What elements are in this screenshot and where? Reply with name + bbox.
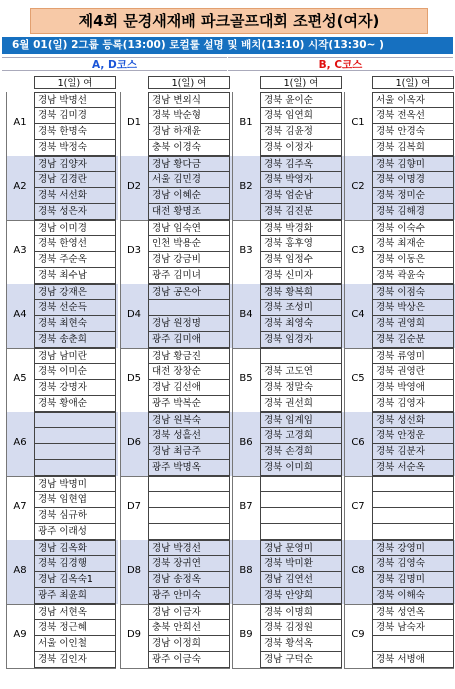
player-slot (260, 348, 342, 364)
player-slot: 경남 황금진 (148, 348, 230, 364)
player-slot: 경북 윤이순 (260, 92, 342, 108)
column-border (120, 92, 121, 668)
player-slot: 경남 임숙연 (148, 220, 230, 236)
player-slot: 경북 주순옥 (34, 252, 116, 268)
player-slot (148, 476, 230, 492)
player-slot: 경북 강명자 (34, 380, 116, 396)
group-label: D1 (126, 117, 142, 128)
player-slot (372, 524, 454, 540)
player-slot (34, 444, 116, 460)
player-slot: 경북 박순형 (148, 108, 230, 124)
group-divider (120, 668, 230, 669)
group-label: A3 (13, 245, 27, 256)
player-slot: 경남 김옥화 (34, 540, 116, 556)
player-slot: 경북 임경자 (260, 332, 342, 348)
player-slot: 경남 박경선 (148, 540, 230, 556)
player-slot: 경북 임정수 (260, 252, 342, 268)
group-label: A5 (13, 373, 27, 384)
player-slot: 경북 송춘희 (34, 332, 116, 348)
player-slot: 경남 남미란 (34, 348, 116, 364)
player-slot: 경북 김경행 (34, 556, 116, 572)
player-slot: 서울 김민경 (148, 172, 230, 188)
group-label: A4 (13, 309, 27, 320)
group-label: B2 (239, 181, 253, 192)
player-slot (34, 428, 116, 444)
player-slot: 경남 김선애 (148, 380, 230, 396)
player-slot: 광주 이금숙 (148, 652, 230, 668)
player-slot: 경북 서병애 (372, 652, 454, 668)
player-slot: 경남 변외식 (148, 92, 230, 108)
player-slot (148, 508, 230, 524)
column-header: 1(일) 여 (148, 76, 230, 89)
group-label: D8 (126, 565, 142, 576)
player-slot: 광주 박명옥 (148, 460, 230, 476)
player-slot (34, 412, 116, 428)
player-slot: 경북 한명숙 (34, 124, 116, 140)
player-slot: 경북 황석옥 (260, 636, 342, 652)
player-slot: 경북 이해숙 (372, 588, 454, 604)
player-slot: 경북 정근혜 (34, 620, 116, 636)
group-label: B7 (239, 501, 253, 512)
player-slot: 경북 김영자 (372, 396, 454, 412)
player-slot: 경북 성은자 (34, 204, 116, 220)
player-slot (148, 524, 230, 540)
player-slot: 경북 전옥선 (372, 108, 454, 124)
player-slot: 경북 임연희 (260, 108, 342, 124)
player-slot: 경북 서순옥 (372, 460, 454, 476)
player-slot: 경북 서선화 (34, 188, 116, 204)
player-slot: 경북 류영미 (372, 348, 454, 364)
player-slot: 경북 이미희 (260, 460, 342, 476)
player-slot: 경남 공은아 (148, 284, 230, 300)
group-label: B5 (239, 373, 253, 384)
group-label: D3 (126, 245, 142, 256)
group-label: D6 (126, 437, 142, 448)
player-slot: 경남 하재윤 (148, 124, 230, 140)
player-slot: 경북 김진분 (260, 204, 342, 220)
group-label: B1 (239, 117, 253, 128)
player-slot: 경북 박경화 (260, 220, 342, 236)
player-slot: 서울 이옥자 (372, 92, 454, 108)
group-label: C8 (351, 565, 365, 576)
player-slot: 경북 최재순 (372, 236, 454, 252)
player-slot (148, 300, 230, 316)
group-label: D2 (126, 181, 142, 192)
player-slot: 경남 박명선 (34, 92, 116, 108)
player-slot: 경남 김양자 (34, 156, 116, 172)
player-slot: 경남 강재은 (34, 284, 116, 300)
player-slot: 경북 권영희 (372, 316, 454, 332)
player-slot: 경북 권선희 (260, 396, 342, 412)
player-slot: 경남 이미경 (34, 220, 116, 236)
group-label: A7 (13, 501, 27, 512)
course-label-bc: B, C코스 (228, 57, 453, 71)
player-slot (260, 476, 342, 492)
player-slot: 광주 안미숙 (148, 588, 230, 604)
player-slot: 경북 임현엽 (34, 492, 116, 508)
player-slot: 경북 심규하 (34, 508, 116, 524)
player-slot: 경북 김미경 (34, 108, 116, 124)
player-slot: 경북 정미순 (372, 188, 454, 204)
player-slot: 충북 이경숙 (148, 140, 230, 156)
player-slot: 경북 강영미 (372, 540, 454, 556)
player-slot: 경북 손경희 (260, 444, 342, 460)
player-slot: 경북 권영란 (372, 364, 454, 380)
group-divider (344, 668, 454, 669)
group-label: A2 (13, 181, 27, 192)
player-slot: 경북 박영애 (372, 380, 454, 396)
player-slot (34, 460, 116, 476)
player-slot (260, 508, 342, 524)
group-label: C6 (351, 437, 365, 448)
player-slot: 경북 성흘선 (148, 428, 230, 444)
player-slot: 충북 안희선 (148, 620, 230, 636)
player-slot: 광주 박복순 (148, 396, 230, 412)
player-slot: 광주 이래성 (34, 524, 116, 540)
group-label: B9 (239, 629, 253, 640)
player-slot: 경북 장귀연 (148, 556, 230, 572)
player-slot: 경북 이미순 (34, 364, 116, 380)
player-slot: 경북 이숙수 (372, 220, 454, 236)
player-slot: 경북 곽윤숙 (372, 268, 454, 284)
player-slot: 경남 김연선 (260, 572, 342, 588)
player-slot: 경북 김분자 (372, 444, 454, 460)
player-slot (372, 476, 454, 492)
player-slot: 경북 고경희 (260, 428, 342, 444)
group-label: C9 (351, 629, 365, 640)
player-slot: 경북 홍후영 (260, 236, 342, 252)
player-slot: 광주 김미애 (148, 332, 230, 348)
group-label: C4 (351, 309, 365, 320)
player-slot: 경남 원복숙 (148, 412, 230, 428)
player-slot: 경북 김향미 (372, 156, 454, 172)
player-slot (372, 492, 454, 508)
column-border (6, 92, 7, 668)
player-slot (260, 492, 342, 508)
schedule-banner: 6월 01(일) 2그룹 등록(13:00) 로컬룰 설명 및 배치(13:10) 시작(13:30~ ) (2, 37, 453, 54)
group-label: A1 (13, 117, 27, 128)
player-slot: 경북 고도연 (260, 364, 342, 380)
player-slot: 광주 김미녀 (148, 268, 230, 284)
player-slot: 경남 원정명 (148, 316, 230, 332)
player-slot: 경북 정말숙 (260, 380, 342, 396)
group-label: B6 (239, 437, 253, 448)
page-title: 제4회 문경새재배 파크골프대회 조편성(여자) (30, 8, 428, 34)
player-slot: 경북 안정운 (372, 428, 454, 444)
player-slot: 경북 이정자 (260, 140, 342, 156)
player-slot: 경북 김해경 (372, 204, 454, 220)
player-slot: 경북 성선화 (372, 412, 454, 428)
player-slot: 경남 최금주 (148, 444, 230, 460)
group-label: A6 (13, 437, 27, 448)
player-slot: 경남 이금자 (148, 604, 230, 620)
player-slot: 경남 강금비 (148, 252, 230, 268)
player-slot: 경북 성연옥 (372, 604, 454, 620)
column-header: 1(일) 여 (34, 76, 116, 89)
player-slot: 경북 이명희 (260, 604, 342, 620)
player-slot: 서울 이인철 (34, 636, 116, 652)
player-slot: 대전 장창순 (148, 364, 230, 380)
player-slot: 경북 신미자 (260, 268, 342, 284)
player-slot: 경남 김경란 (34, 172, 116, 188)
group-label: A8 (13, 565, 27, 576)
player-slot (372, 636, 454, 652)
group-label: D4 (126, 309, 142, 320)
player-slot: 경북 엄순남 (260, 188, 342, 204)
course-label-ad: A, D코스 (2, 57, 227, 71)
player-slot: 경북 최영숙 (260, 316, 342, 332)
player-slot: 경남 송정옥 (148, 572, 230, 588)
column-header: 1(일) 여 (260, 76, 342, 89)
player-slot: 경북 황복희 (260, 284, 342, 300)
player-slot: 경북 김인자 (34, 652, 116, 668)
player-slot: 경북 김윤정 (260, 124, 342, 140)
player-slot: 경북 이명경 (372, 172, 454, 188)
group-label: D9 (126, 629, 142, 640)
group-divider (6, 668, 116, 669)
group-label: B8 (239, 565, 253, 576)
player-slot (148, 492, 230, 508)
player-slot (260, 524, 342, 540)
group-label: D7 (126, 501, 142, 512)
group-label: B4 (239, 309, 253, 320)
group-label: C1 (351, 117, 365, 128)
player-slot: 경북 선순득 (34, 300, 116, 316)
player-slot: 경북 박미환 (260, 556, 342, 572)
group-label: C3 (351, 245, 365, 256)
player-slot: 경북 김명미 (372, 572, 454, 588)
player-slot: 경북 김순분 (372, 332, 454, 348)
player-slot: 경북 이동은 (372, 252, 454, 268)
player-slot: 경북 박상은 (372, 300, 454, 316)
player-slot: 경북 박정숙 (34, 140, 116, 156)
player-slot: 경북 김정원 (260, 620, 342, 636)
player-slot: 경북 한영선 (34, 236, 116, 252)
player-slot: 경북 임계임 (260, 412, 342, 428)
group-label: C2 (351, 181, 365, 192)
player-slot: 경북 안양희 (260, 588, 342, 604)
player-slot: 인천 박용순 (148, 236, 230, 252)
column-header: 1(일) 여 (372, 76, 454, 89)
column-border (232, 92, 233, 668)
player-slot: 경북 안경숙 (372, 124, 454, 140)
player-slot: 경남 서현옥 (34, 604, 116, 620)
group-label: C5 (351, 373, 365, 384)
group-label: D5 (126, 373, 142, 384)
player-slot: 경북 조성미 (260, 300, 342, 316)
player-slot: 경남 문영미 (260, 540, 342, 556)
player-slot: 경북 김영숙 (372, 556, 454, 572)
player-slot: 경북 이점숙 (372, 284, 454, 300)
player-slot (372, 508, 454, 524)
player-slot: 경북 김주옥 (260, 156, 342, 172)
player-slot: 광주 최윤희 (34, 588, 116, 604)
player-slot: 경북 황애순 (34, 396, 116, 412)
player-slot: 경북 최현숙 (34, 316, 116, 332)
player-slot: 경남 이혜순 (148, 188, 230, 204)
player-slot: 경남 황다금 (148, 156, 230, 172)
group-label: B3 (239, 245, 253, 256)
group-label: A9 (13, 629, 27, 640)
player-slot: 경북 김복희 (372, 140, 454, 156)
player-slot: 경남 김옥숙1 (34, 572, 116, 588)
column-border (344, 92, 345, 668)
player-slot: 대전 황명조 (148, 204, 230, 220)
player-slot: 경남 박명미 (34, 476, 116, 492)
group-divider (232, 668, 342, 669)
player-slot: 경북 박영자 (260, 172, 342, 188)
player-slot: 경남 구덕순 (260, 652, 342, 668)
player-slot: 경남 이정희 (148, 636, 230, 652)
player-slot: 경북 최수남 (34, 268, 116, 284)
player-slot: 경북 남숙자 (372, 620, 454, 636)
group-label: C7 (351, 501, 365, 512)
